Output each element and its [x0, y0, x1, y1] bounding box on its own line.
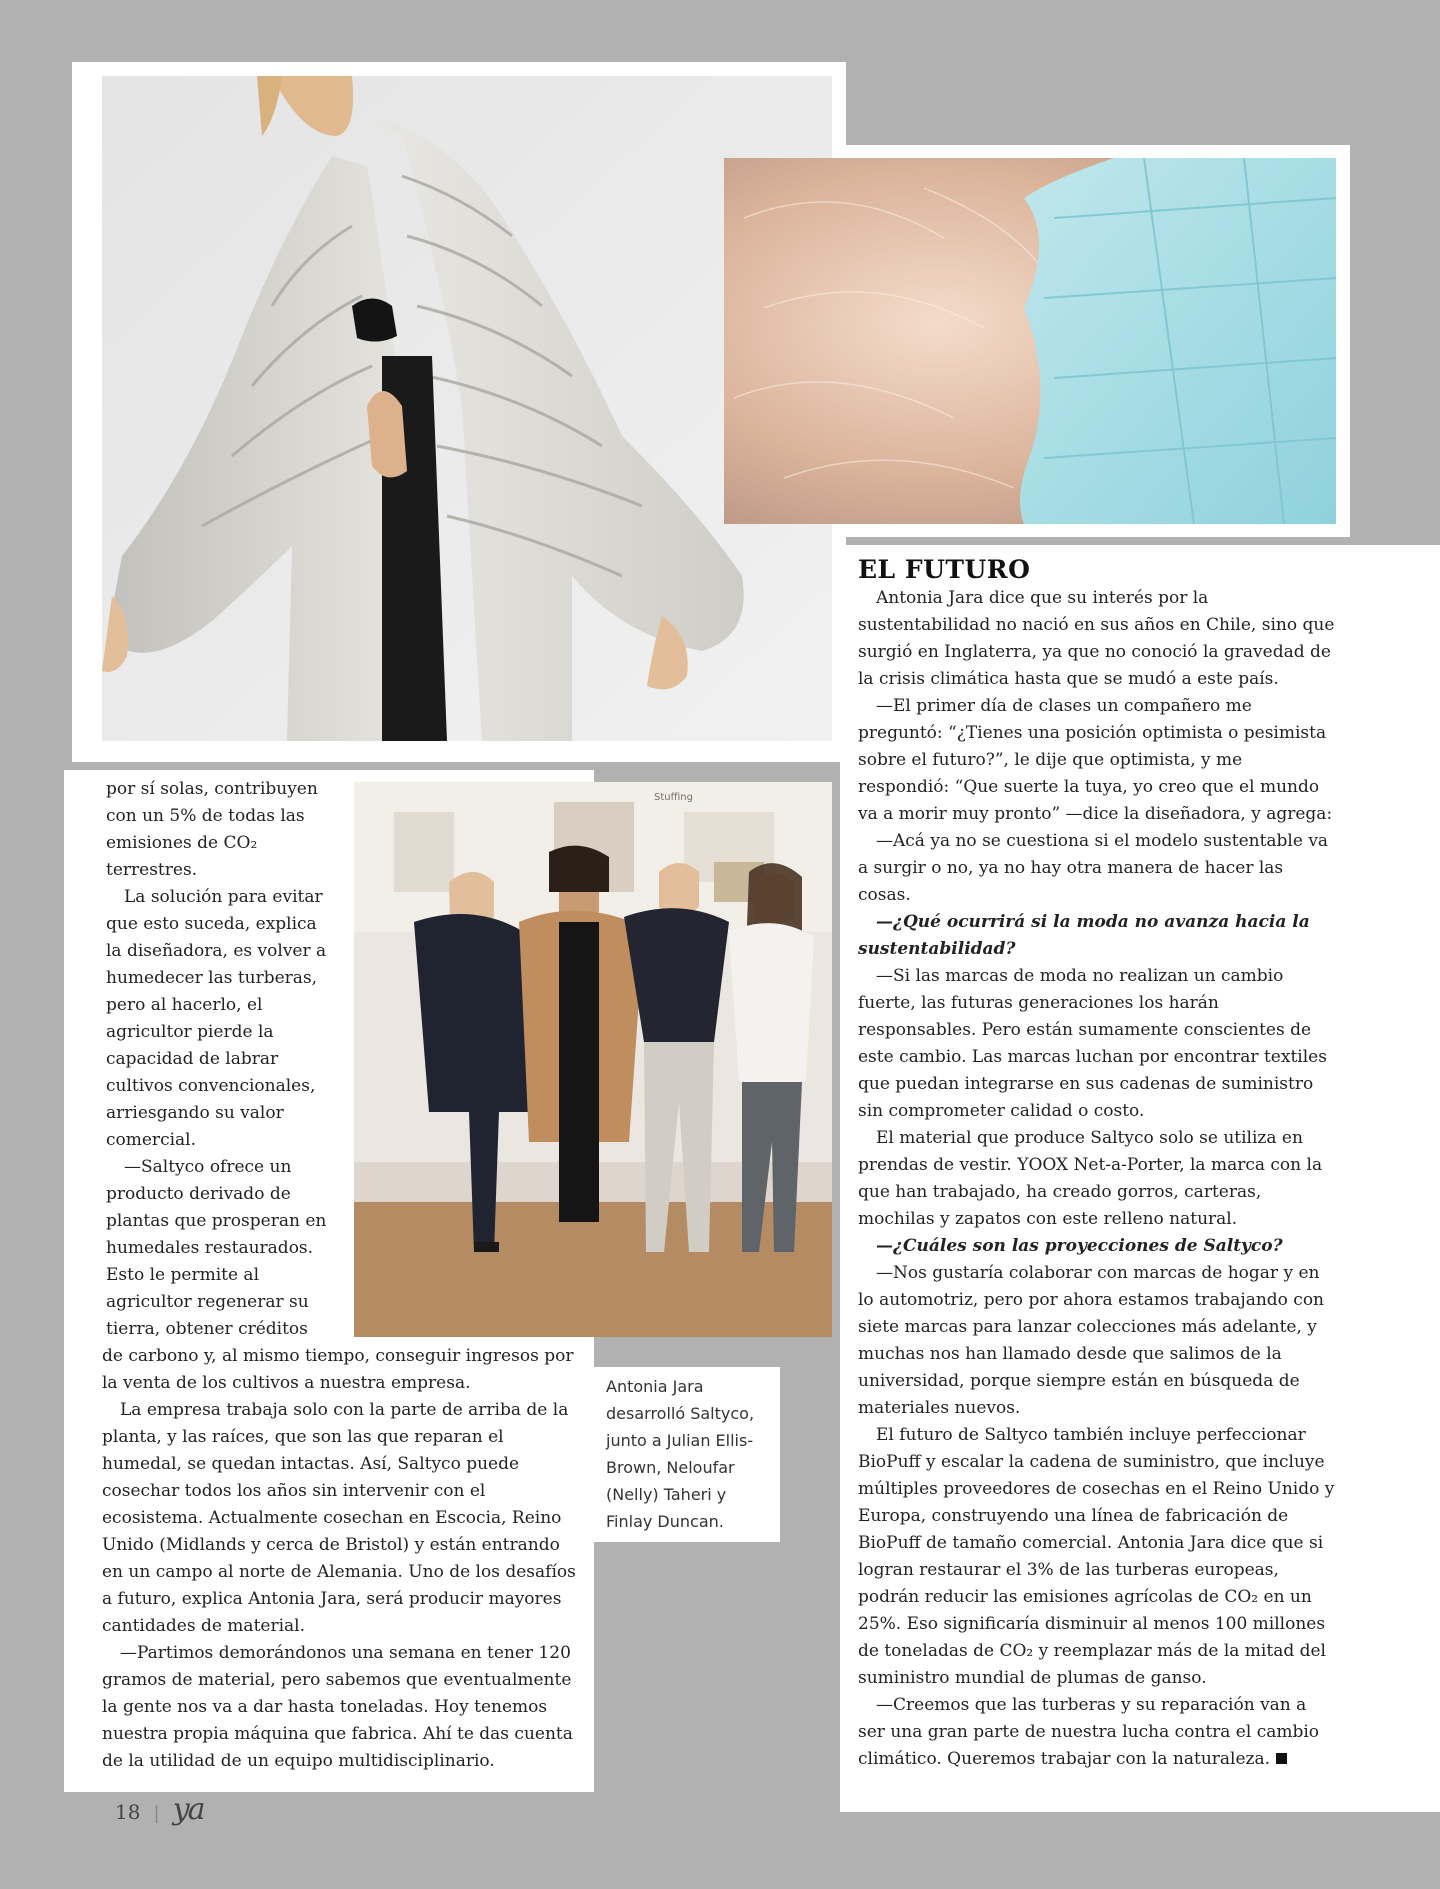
left-paragraph-5: —Partimos demorándonos una semana en tener 120 gramos de material, pero sabemos que eventualmente la gente nos va a dar hasta toneladas. Hoy tenemos nuestra propia máquina que fabrica. Ahí te das cuenta de la utilidad de un equipo multidisciplinario. — [102, 1643, 573, 1771]
right-paragraph-5: El material que produce Saltyco solo se utiliza en prendas de vestir. YOOX Net-a-Porter, la marca con la que han trabajado, ha creado gorros, carteras, mochilas y zapatos con este relleno natural. — [858, 1128, 1323, 1229]
photo-caption: Antonia Jara desarrolló Saltyco, junto a Julian Ellis-Brown, Neloufar (Nelly) Taheri y Finlay Duncan. — [606, 1377, 755, 1531]
right-paragraph-4: —Si las marcas de moda no realizan un cambio fuerte, las futuras generaciones los harán responsables. Pero están sumamente conscientes de este cambio. Las marcas luchan por encontrar textiles que puedan integrarse en sus cadenas de suministro sin comprometer calidad o costo. — [858, 966, 1327, 1121]
left-column-text — [102, 776, 580, 1775]
end-mark-icon — [1276, 1753, 1287, 1764]
photo-wrap-space — [330, 776, 580, 1338]
right-question-1: —¿Qué ocurrirá si la moda no avanza hacia la sustentabilidad? — [858, 912, 1310, 959]
left-paragraph-4: La empresa trabaja solo con la parte de arriba de la planta, y las raíces, que son las que reparan el humedal, se quedan intactas. Así, Saltyco puede cosechar todos los años sin intervenir con el ecosistema. Actualmente cosechan en Escocia, Reino Unido (Midlands y cerca de Bristol) y están entrando en un campo al norte de Alemania. Uno de los desafíos a futuro, explica Antonia Jara, será producir mayores cantidades de material. — [102, 1400, 576, 1636]
right-column-text — [858, 585, 1338, 1773]
right-paragraph-2: —El primer día de clases un compañero me preguntó: “¿Tienes una posición optimista o pesimista sobre el futuro?”, le dije que optimista, y me respondió: “Que suerte la tuya, yo creo que el mundo va a morir muy pronto” —dice la diseñadora, y agrega: — [858, 696, 1333, 824]
magazine-logo: ya — [172, 1792, 204, 1827]
page-number: 18 — [115, 1800, 141, 1824]
right-paragraph-8-text: —Creemos que las turberas y su reparación van a ser una gran parte de nuestra lucha contra el cambio climático. Queremos trabajar con la naturaleza. — [858, 1695, 1320, 1769]
right-paragraph-6: —Nos gustaría colaborar con marcas de hogar y en lo automotriz, pero por ahora estamos trabajando con siete marcas para lanzar colecciones más adelante, y muchas nos han llamado desde que salimos de la universidad, porque siempre están en búsqueda de materiales nuevos. — [858, 1263, 1325, 1418]
left-paragraph-2: La solución para evitar que esto suceda, explica la diseñadora, es volver a humedecer las turberas, pero al hacerlo, el agricultor pierde la capacidad de labrar cultivos convencionales, arriesgando su valor comercial. — [106, 887, 327, 1150]
footer-separator: | — [153, 1803, 160, 1824]
right-paragraph-3: —Acá ya no se cuestiona si el modelo sustentable va a surgir o no, ya no hay otra manera de hacer las cosas. — [858, 831, 1329, 905]
right-question-2: —¿Cuáles son las proyecciones de Saltyco? — [876, 1236, 1283, 1256]
photo-sign-text: Stuffing — [654, 792, 693, 803]
puffer-jacket-photo — [102, 76, 832, 741]
right-paragraph-7: El futuro de Saltyco también incluye perfeccionar BioPuff y escalar la cadena de suministro, que incluye múltiples proveedores de cosechas en el Reino Unido y Europa, construyendo una línea de fabricación de BioPuff de tamaño comercial. Antonia Jara dice que si logran restaurar el 3% de las turberas europeas, podrán reducir las emisiones agrícolas de CO₂ en un 25%. Eso significaría disminuir al menos 100 millones de toneladas de CO₂ y reemplazar más de la mitad del suministro mundial de plumas de ganso. — [858, 1425, 1335, 1688]
right-paragraph-8 — [858, 1692, 1338, 1773]
biopuff-fibre-photo — [724, 158, 1336, 524]
left-paragraph-3: —Saltyco ofrece un producto derivado de plantas que prosperan en humedales restaurados. Esto le permite al agricultor regenerar su tierra, obtener créditos de carbono y, al mismo tiempo, conseguir ingresos por la venta de los cultivos a nuestra empresa. — [102, 1157, 574, 1393]
page-footer — [115, 1792, 204, 1827]
section-title: EL FUTURO — [858, 555, 1031, 584]
left-paragraph-1: por sí solas, contribuyen con un 5% de todas las emisiones de CO₂ terrestres. — [106, 779, 318, 880]
right-paragraph-1: Antonia Jara dice que su interés por la sustentabilidad no nació en sus años en Chile, sino que surgió en Inglaterra, ya que no conoció la gravedad de la crisis climática hasta que se mudó a este país. — [858, 588, 1335, 689]
